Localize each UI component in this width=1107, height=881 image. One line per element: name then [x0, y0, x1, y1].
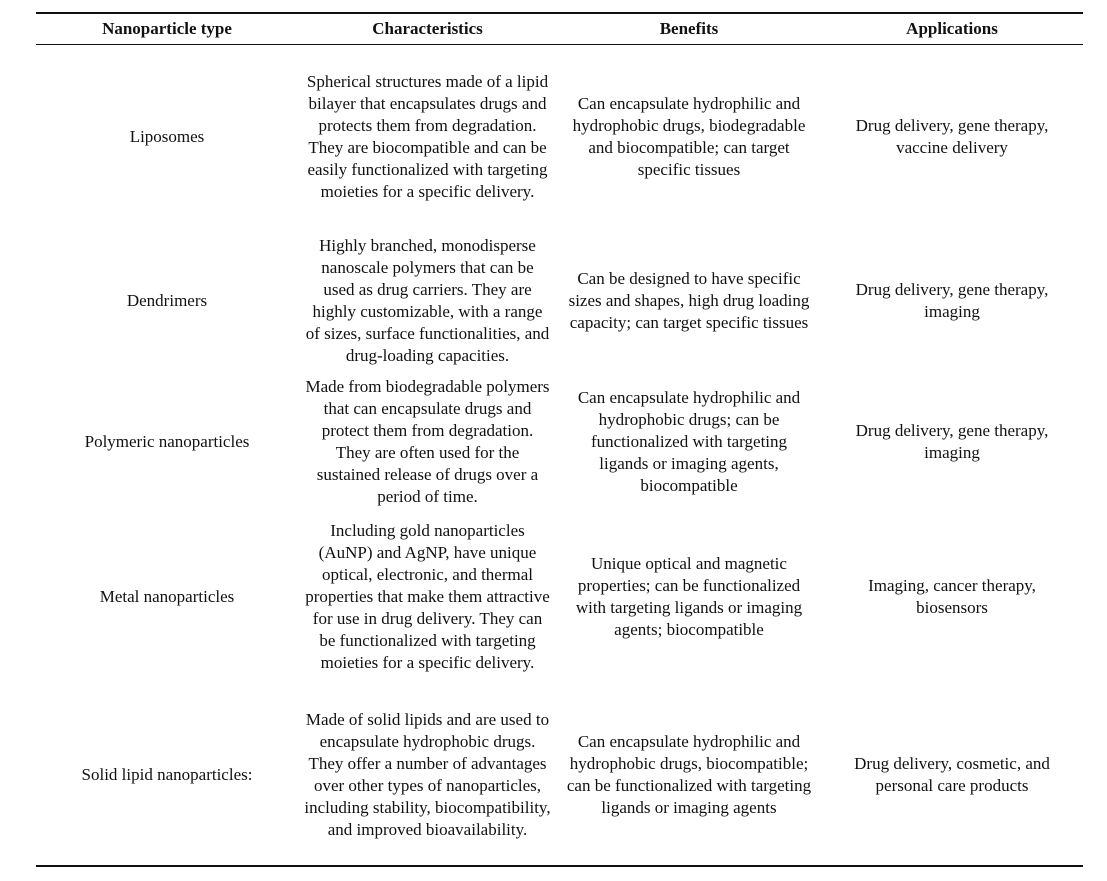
header-applications: Applications — [906, 19, 998, 38]
cell-applications: Drug delivery, gene therapy, imaging — [855, 280, 1049, 321]
cell-benefits: Can encapsulate hydrophilic and hydrophobic drugs, biocompatible; can be functionalized with targeting ligands or imaging agents — [566, 732, 812, 817]
cell-benefits: Can encapsulate hydrophilic and hydrophobic drugs, biodegradable and biocompatible; can target specific tissues — [572, 94, 806, 179]
cell-type: Polymeric nanoparticles — [84, 432, 250, 451]
cell-type: Liposomes — [129, 127, 205, 146]
cell-type: Dendrimers — [126, 291, 208, 310]
cell-benefits: Unique optical and magnetic properties; can be functionalized with targeting ligands or imaging agents; biocompatible — [575, 554, 803, 639]
cell-type: Solid lipid nanoparticles: — [81, 765, 253, 784]
cell-type: Metal nanoparticles — [99, 587, 235, 606]
cell-characteristics: Highly branched, monodisperse nanoscale polymers that can be used as drug carriers. They are highly customizable, with a range of sizes, surface functionalities, and drug-loading capacities. — [305, 236, 550, 365]
header-rule — [36, 44, 1083, 45]
cell-benefits: Can encapsulate hydrophilic and hydrophobic drugs; can be functionalized with targeting ligands or imaging agents, biocompatible — [577, 388, 801, 495]
cell-benefits: Can be designed to have specific sizes and shapes, high drug loading capacity; can target specific tissues — [568, 269, 810, 332]
cell-applications: Drug delivery, gene therapy, imaging — [855, 421, 1049, 462]
cell-characteristics: Made from biodegradable polymers that can encapsulate drugs and protect them from degradation. They are often used for the sustained release of drugs over a period of time. — [305, 377, 550, 506]
cell-applications: Imaging, cancer therapy, biosensors — [868, 576, 1036, 617]
table-bottom-rule — [36, 865, 1083, 867]
cell-characteristics: Including gold nanoparticles (AuNP) and AgNP, have unique optical, electronic, and thermal properties that make them attractive for use in drug delivery. They can be functionalized with targeting moieties for a specific delivery. — [305, 521, 550, 672]
header-characteristics: Characteristics — [372, 19, 483, 38]
cell-applications: Drug delivery, cosmetic, and personal care products — [854, 754, 1050, 795]
header-nanoparticle-type: Nanoparticle type — [102, 19, 232, 38]
cell-characteristics: Made of solid lipids and are used to encapsulate hydrophobic drugs. They offer a number of advantages over other types of nanoparticles, including stability, biocompatibility, and improved bioavailability. — [304, 710, 551, 839]
cell-characteristics: Spherical structures made of a lipid bilayer that encapsulates drugs and protects them from degradation. They are biocompatible and can be easily functionalized with targeting moieties for a specific delivery. — [306, 72, 549, 201]
cell-applications: Drug delivery, gene therapy, vaccine delivery — [855, 116, 1049, 157]
header-benefits: Benefits — [659, 19, 719, 38]
